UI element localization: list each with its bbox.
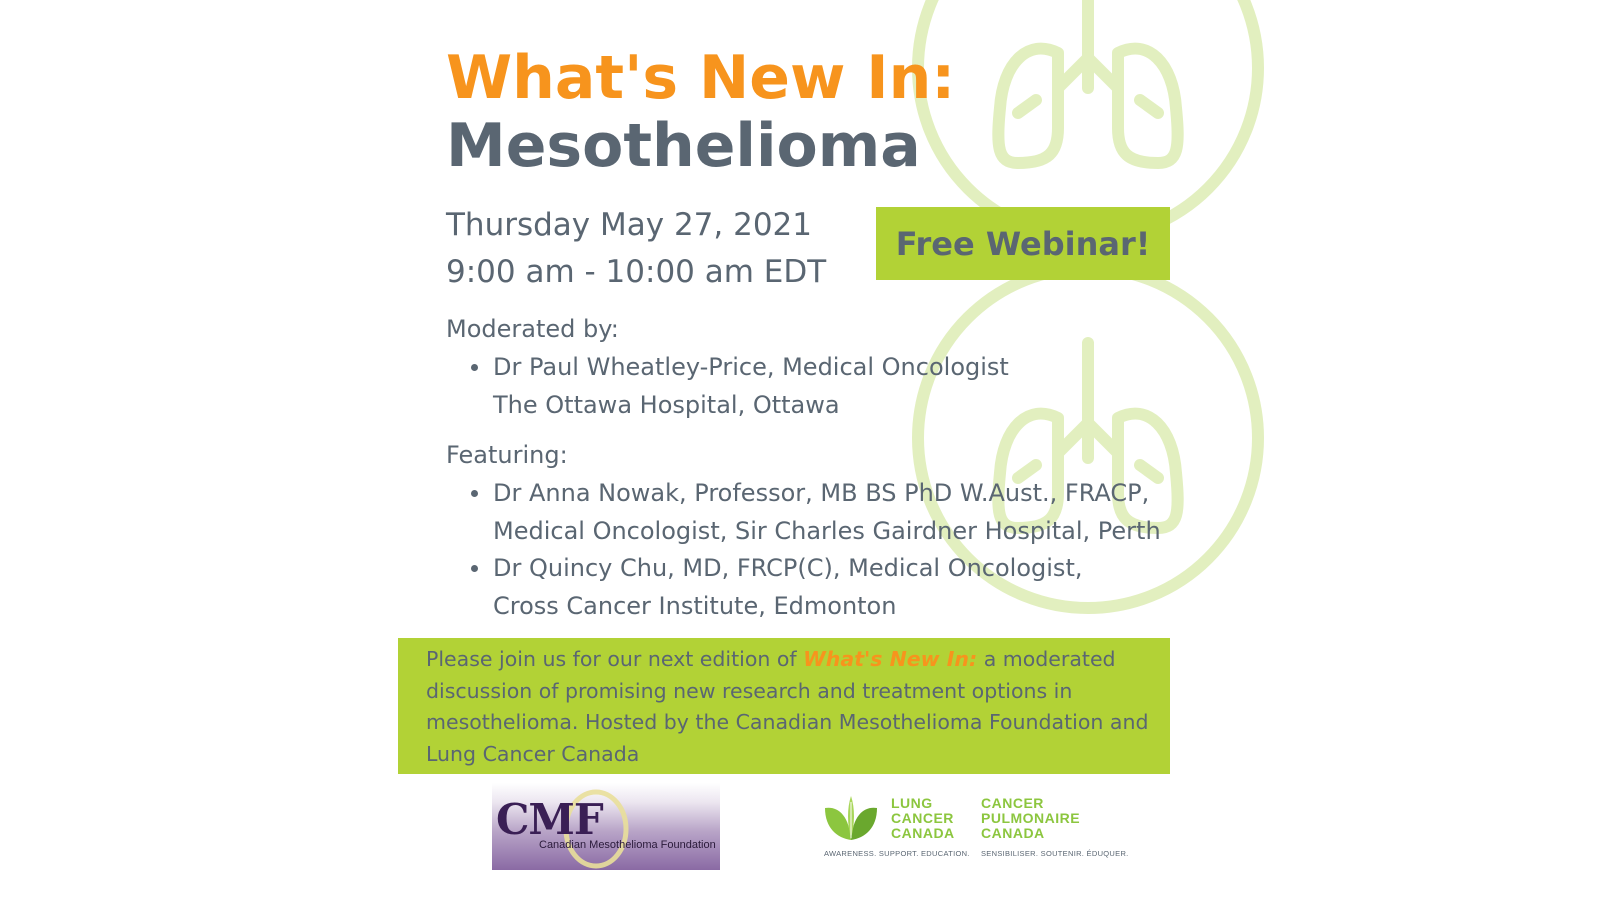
featuring-label: Featuring: — [446, 441, 568, 469]
cmf-initials: CMF — [496, 795, 603, 844]
description-text: Lung Cancer Canada — [426, 741, 640, 766]
logo-text: CANADA — [981, 825, 1045, 841]
description-text: a moderated — [977, 647, 1116, 671]
speaker-affiliation: Cross Cancer Institute, Edmonton — [493, 591, 897, 620]
description-highlight: What's New In: — [803, 647, 978, 671]
logo-text: PULMONAIRE — [981, 810, 1081, 826]
leaf-icon — [823, 794, 879, 842]
logo-text: CANCER — [981, 795, 1044, 811]
logo-text: LUNG — [891, 795, 933, 811]
speaker-name: Dr Anna Nowak, Professor, MB BS PhD W.Aust., FRACP, — [493, 479, 1150, 507]
moderator-affiliation: The Ottawa Hospital, Ottawa — [493, 390, 840, 419]
lcc-name-fr — [981, 796, 1080, 841]
speaker-affiliation: Medical Oncologist, Sir Charles Gairdner Hospital, Perth — [493, 516, 1161, 545]
lcc-tagline-fr: SENSIBILISER. SOUTENIR. ÉDUQUER. — [981, 849, 1129, 858]
list-item — [468, 550, 1161, 625]
description-text: mesothelioma. Hosted by the Canadian Mesothelioma Foundation and — [426, 710, 1149, 734]
logo-text: CANCER — [891, 810, 954, 826]
description-text: Please join us for our next edition of — [426, 647, 804, 671]
moderator-name: Dr Paul Wheatley-Price, Medical Oncologist — [493, 353, 1009, 381]
moderator-list — [468, 349, 1009, 424]
event-date: Thursday May 27, 2021 — [446, 207, 812, 243]
page-title: What's New In: — [446, 43, 956, 113]
event-time: 9:00 am - 10:00 am EDT — [446, 254, 827, 290]
free-webinar-badge: Free Webinar! — [876, 207, 1170, 280]
list-item — [468, 349, 1009, 424]
speaker-name: Dr Quincy Chu, MD, FRCP(C), Medical Oncologist, — [493, 554, 1083, 582]
description-text: discussion of promising new research and treatment options in — [426, 678, 1073, 703]
moderated-label: Moderated by: — [446, 315, 619, 343]
page-subtitle: Mesothelioma — [446, 111, 921, 181]
cmf-logo — [492, 783, 720, 870]
list-item — [468, 475, 1161, 550]
lcc-name-en — [891, 796, 955, 841]
speaker-list — [468, 475, 1161, 625]
lcc-tagline-en: AWARENESS. SUPPORT. EDUCATION. — [824, 849, 970, 858]
event-description — [398, 638, 1170, 774]
cmf-name: Canadian Mesothelioma Foundation — [539, 839, 716, 851]
logo-text: CANADA — [891, 825, 955, 841]
